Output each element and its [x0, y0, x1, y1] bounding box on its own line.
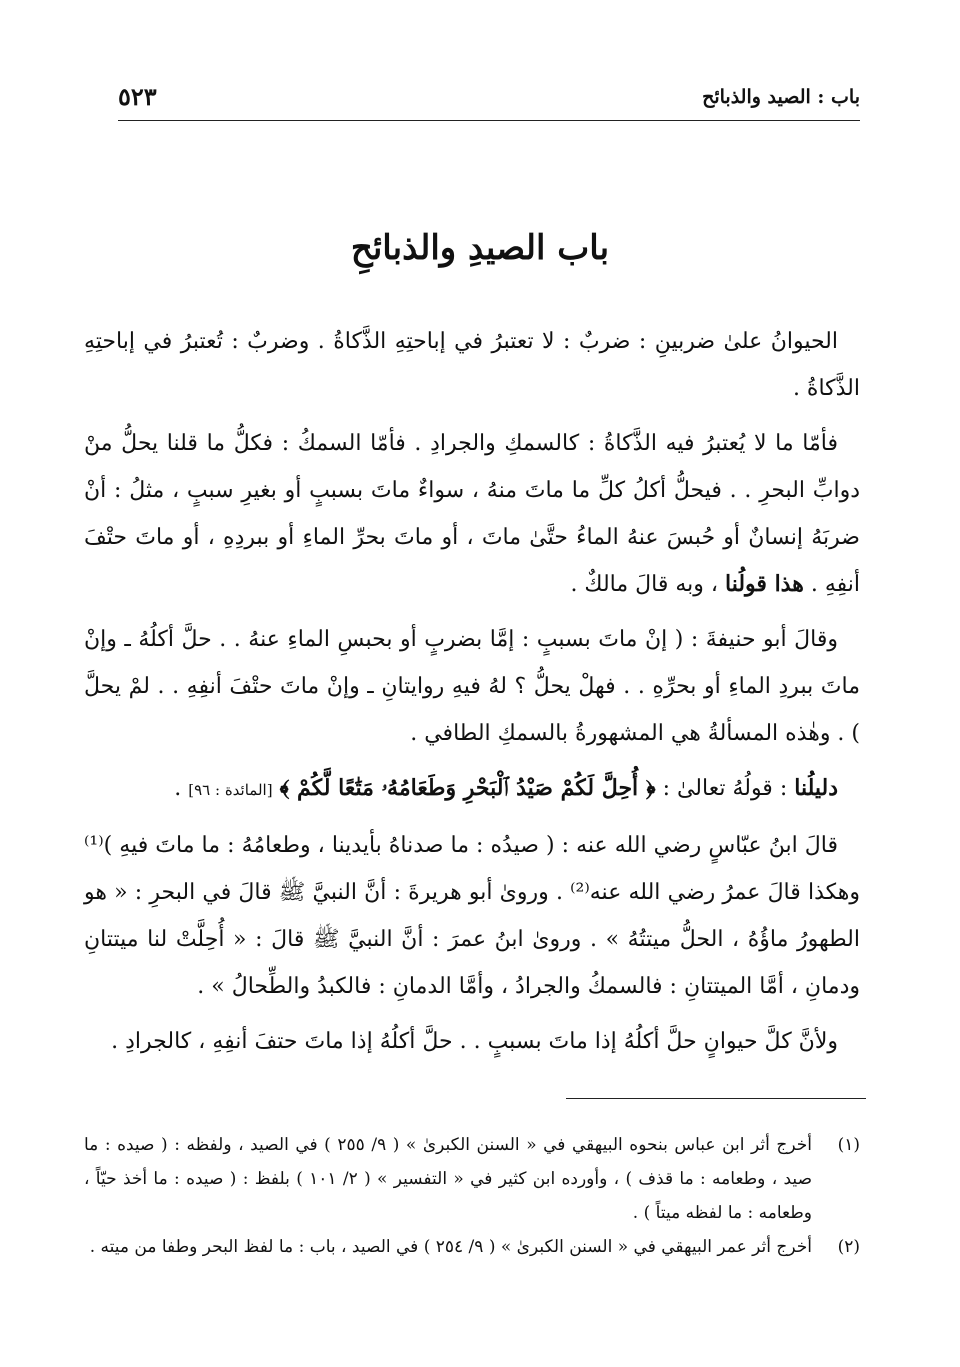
footnote-text: أخرج أثر عمر البيهقي في « السنن الكبرىٰ » ( ٩/ ٢٥٤ ) في الصيد ، باب : ما لفظ البحر وطفا من ميته . — [89, 1237, 812, 1257]
running-title: باب : الصيد والذبائح — [702, 86, 860, 108]
paragraph-4: قالَ ابنُ عبّاسٍ رضي الله عنه : ( صيدُه : ما صدناهُ بأيدينا ، وطعامُهُ : ما ماتَ فيهِ )⁽¹⁾ وهكذا قالَ عمرُ رضي الله عنه⁽²⁾ . وروىٰ أبو هريرةَ : أنَّ النبيَّ ﷺ قالَ في البحرِ : « هو الطهورُ ماؤُهُ ، الحلُّ ميتتُهُ » . وروىٰ ابنُ عمرَ : أنَّ النبيَّ ﷺ قالَ : « أُحِلَّتْ لنا ميتتانِ ودمانِ ، أمَّا الميتتانِ : فالسمكُ والجرادُ ، وأمَّا الدمانِ : فالكبدُ والطِّحالُ » . — [84, 833, 860, 999]
verse-citation: [المائدة : ٩٦] — [188, 781, 273, 799]
footnote-number: (٢) — [837, 1237, 860, 1257]
paragraph-2 — [84, 420, 860, 608]
footnote-1 — [84, 1128, 860, 1230]
footnotes — [84, 1128, 860, 1264]
chapter-title: باب الصيدِ والذبائحِ — [350, 228, 610, 268]
page-number: ٥٢٣ — [118, 82, 157, 111]
evidence-line — [84, 765, 860, 814]
evidence-intro: : قولُهُ تعالىٰ : — [662, 776, 788, 801]
footnote-text: أخرج أثر ابن عباس بنحوه البيهقي في « السنن الكبرىٰ » ( ٩/ ٢٥٥ ) في الصيد ، ولفظه : ( صيده : ما صيد ، وطعامه : ما قذف ) ، وأورده ابن كثير في « التفسير » ( ٢/ ١٠١ ) بلفظ : ( صيده : ما أخذ حيّاً ، وطعامه : ما لفظه ميتاً ) . — [84, 1135, 813, 1223]
paragraph-1: الحيوانُ علىٰ ضربينِ : ضربٌ : لا تعتبرُ في إباحتِهِ الذَّكاةُ . وضربٌ : تُعتبرُ في إباحتِهِ الذَّكاةُ . — [84, 329, 860, 401]
footnote-divider — [566, 1098, 866, 1099]
quran-verse: ﴿ أُحِلَّ لَكُمْ صَيْدُ ٱلْبَحْرِ وَطَعَامُهُۥ مَتَٰعًا لَّكُمْ ﴾ — [279, 775, 656, 801]
our-opinion-label: هذا قولُنا — [724, 571, 804, 597]
footnote-number: (١) — [837, 1135, 860, 1155]
paragraph-2-text: فأمّا ما لا يُعتبرُ فيه الذَّكاةُ : كالسمكِ والجرادِ . فأمّا السمكُ : فكلُّ ما قلنا يحلُّ منْ دوابِّ البحرِ . . فيحلُّ أكلُ كلِّ ما ماتَ منهُ ، سواءٌ ماتَ بسببٍ أو بغيرِ سببٍ ، مثلُ : أنْ ضربَهُ إنسانٌ أو حُبسَ عنهُ الماءُ حتَّىٰ ماتَ ، أو ماتَ بحرِّ الماءِ أو ببردِهِ ، أو ماتَ حتْفَ أنفِهِ . — [84, 431, 860, 597]
footnote-2 — [84, 1230, 860, 1264]
paragraph-2-tail: ، وبه قالَ مالكٌ . — [570, 572, 718, 597]
running-header — [118, 80, 860, 121]
paragraph-3: وقالَ أبو حنيفةَ : ( إنْ ماتَ بسببٍ : إمَّا بضربٍ أو بحبسِ الماءِ عنهُ . . حلَّ أكلُهُ ـ وإنْ ماتَ ببردِ الماءِ أو بحرِّهِ . . فهلْ يحلُّ ؟ لهُ فيهِ روايتانِ ـ وإنْ ماتَ حتْفَ أنفِهِ . . لمْ يحلَّ ) . وهٰذه المسألةُ هي المشهورةُ بالسمكِ الطافي . — [84, 627, 860, 746]
paragraph-5: ولأنَّ كلَّ حيوانٍ حلَّ أكلُهُ إذا ماتَ بسببٍ . . حلَّ أكلُهُ إذا ماتَ حتفَ أنفِهِ ، كالجرادِ . — [111, 1029, 838, 1054]
evidence-end: . — [174, 776, 182, 801]
evidence-lead: دليلُنا — [794, 775, 838, 801]
body-text — [84, 318, 860, 1073]
